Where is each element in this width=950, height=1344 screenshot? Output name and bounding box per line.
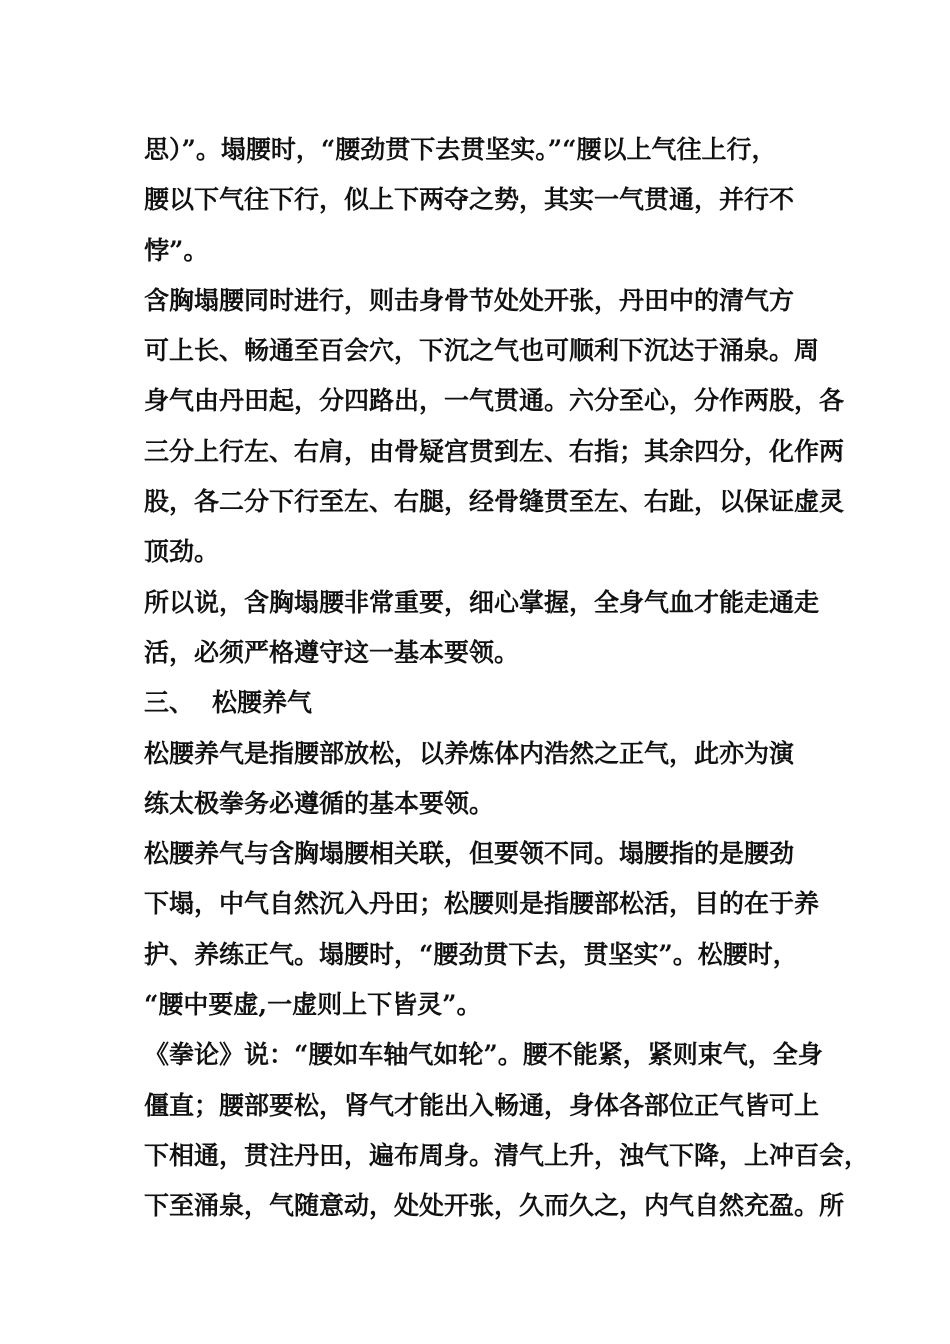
text-line: 护、养练正气。塌腰时，“腰劲贯下去，贯坚实”。松腰时， [144,939,798,969]
text-line: 所以说，含胸塌腰非常重要，细心掌握，全身气血才能走通走 [144,587,820,617]
text-line: 练太极拳务必遵循的基本要领。 [144,788,495,818]
section-heading [144,678,824,728]
paragraph-2 [144,276,845,578]
text-line: 下至涌泉，气随意动，处处开张，久而久之，内气自然充盈。所 [144,1191,845,1221]
text-line: 三分上行左、右肩，由骨疑宫贯到左、右指；其余四分，化作两 [144,436,845,466]
paragraph-5 [144,829,824,1030]
text-line: 腰以下气往下行，似上下两夺之势，其实一气贯通，并行不 [144,185,795,215]
text-line: 顶劲。 [144,537,220,567]
text-line: 股，各二分下行至左、右腿，经骨缝贯至左、右趾，以保证虚灵 [144,487,845,517]
paragraph-6 [144,1030,870,1231]
text-line: 下塌，中气自然沉入丹田；松腰则是指腰部松活，目的在于养 [144,889,820,919]
paragraph-1 [144,125,824,276]
text-line: 下相通，贯注丹田，遍布周身。清气上升，浊气下降，上冲百会， [144,1140,870,1170]
text-line: 《拳论》说：“腰如车轴气如轮”。腰不能紧，紧则束气，全身 [144,1040,823,1070]
text-line: 思）”。塌腰时，“腰劲贯下去贯坚实。”“腰以上气往上行， [144,135,777,164]
text-line: 可上长、畅通至百会穴，下沉之气也可顺利下沉达于涌泉。周 [144,336,820,366]
text-line: 松腰养气与含胸塌腰相关联，但要领不同。塌腰指的是腰劲 [144,839,795,869]
section-number: 三、 [144,688,195,718]
text-line: 悖”。 [144,235,209,265]
paragraph-3 [144,578,824,679]
section-title: 松腰养气 [212,688,313,718]
document-body [144,125,870,1232]
text-line: “腰中要虚,一虚则上下皆灵”。 [144,990,482,1020]
text-line: 身气由丹田起，分四路出，一气贯通。六分至心，分作两股，各 [144,386,845,416]
text-line: 僵直；腰部要松，肾气才能出入畅通，身体各部位正气皆可上 [144,1090,820,1120]
text-line: 松腰养气是指腰部放松，以养炼体内浩然之正气，此亦为演 [144,738,795,768]
text-line: 含胸塌腰同时进行，则击身骨节处处开张，丹田中的清气方 [144,285,795,315]
text-line: 活，必须严格遵守这一基本要领。 [144,637,520,667]
paragraph-4 [144,729,824,830]
